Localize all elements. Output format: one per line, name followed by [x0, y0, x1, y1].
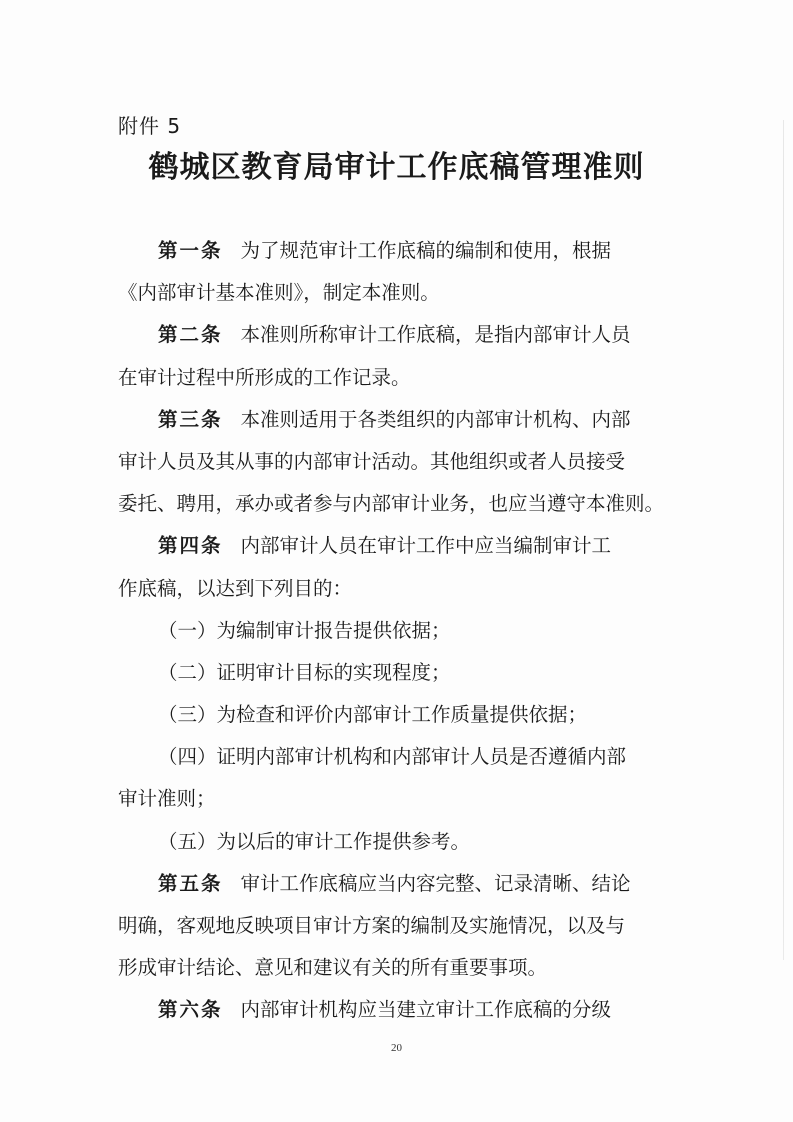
article-line	[118, 989, 678, 1031]
body-line-text: 委托、聘用，承办或者参与内部审计业务，也应当遵守本准则。	[118, 492, 665, 516]
body-line	[118, 568, 678, 610]
list-item-line	[118, 694, 678, 736]
body-line	[118, 441, 678, 483]
article-line	[118, 314, 678, 356]
body-line	[118, 272, 678, 314]
body-line-text: 在审计过程中所形成的工作记录。	[118, 365, 411, 389]
list-item-text: （四）证明内部审计机构和内部审计人员是否遵循内部	[158, 745, 627, 769]
article-text: 为了规范审计工作底稿的编制和使用，根据	[240, 239, 612, 262]
body-line-text: 形成审计结论、意见和建议有关的所有重要事项。	[118, 956, 548, 980]
article-text: 内部审计机构应当建立审计工作底稿的分级	[240, 998, 612, 1022]
attachment-label: 附件 5	[118, 114, 182, 138]
list-item-line	[118, 736, 678, 778]
body-line-text: 审计人员及其从事的内部审计活动。其他组织或者人员接受	[118, 449, 626, 473]
article-text: 本准则所称审计工作底稿，是指内部审计人员	[240, 323, 631, 347]
body-line-text: 审计准则；	[118, 787, 216, 811]
list-item-line	[118, 821, 678, 863]
article-number: 第六条	[158, 998, 223, 1022]
list-item-line	[118, 610, 678, 652]
body-line	[118, 947, 678, 989]
list-item-line	[118, 652, 678, 694]
body-line-text: 《内部审计基本准则》，制定本准则。	[118, 281, 440, 305]
document-body	[118, 230, 678, 1032]
body-line	[118, 778, 678, 820]
article-number: 第二条	[158, 323, 223, 347]
article-line	[118, 863, 678, 905]
article-text: 本准则适用于各类组织的内部审计机构、内部	[240, 407, 631, 431]
article-line	[118, 399, 678, 441]
page-number: 20	[391, 1042, 402, 1054]
list-item-text: （五）为以后的审计工作提供参考。	[158, 829, 471, 853]
list-item-text: （三）为检查和评价内部审计工作质量提供依据；	[158, 703, 588, 727]
list-item-text: （二）证明审计目标的实现程度；	[158, 660, 451, 684]
body-line	[118, 483, 678, 525]
article-text: 审计工作底稿应当内容完整、记录清晰、结论	[240, 871, 631, 895]
article-number: 第四条	[158, 534, 223, 558]
body-line-text: 明确，客观地反映项目审计方案的编制及实施情况，以及与	[118, 914, 626, 937]
scan-edge-shadow	[783, 120, 784, 960]
article-number: 第五条	[158, 871, 223, 895]
article-number: 第一条	[158, 239, 223, 262]
article-text: 内部审计人员在审计工作中应当编制审计工	[240, 534, 612, 558]
body-line	[118, 905, 678, 947]
body-line	[118, 357, 678, 399]
article-line	[118, 230, 678, 272]
article-line	[118, 525, 678, 567]
body-line-text: 作底稿，以达到下列目的：	[118, 576, 353, 600]
document-title: 鹤城区教育局审计工作底稿管理准则	[148, 150, 645, 185]
list-item-text: （一）为编制审计报告提供依据；	[158, 618, 451, 642]
article-number: 第三条	[158, 407, 223, 431]
